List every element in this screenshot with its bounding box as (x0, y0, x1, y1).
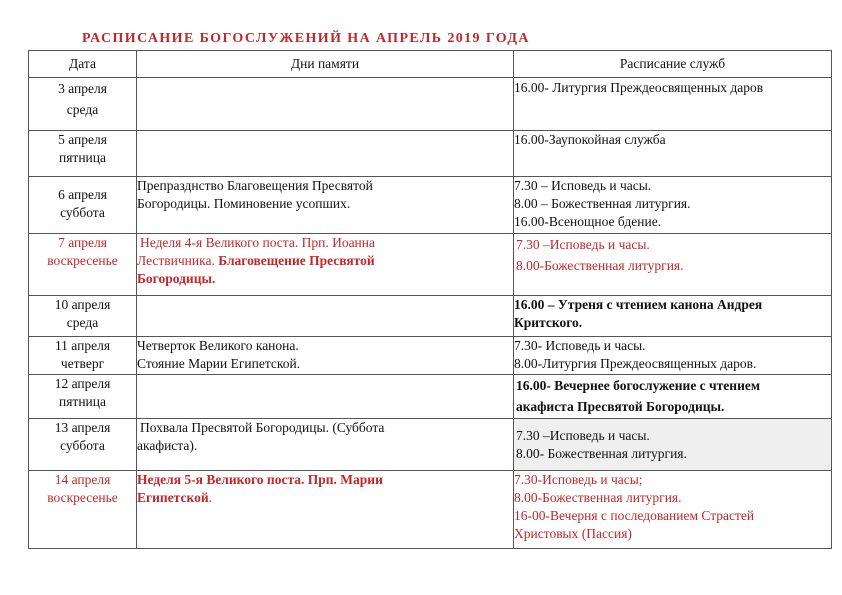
service-line: 16.00-Всенощное бдение. (514, 214, 662, 229)
memory-line: Неделя 4-я Великого поста. Прп. Иоанна (140, 235, 375, 250)
date-cell (29, 177, 137, 234)
table-row (29, 234, 832, 296)
table-row (29, 419, 832, 471)
table-row (29, 177, 832, 234)
date-cell (29, 375, 137, 419)
memory-line: Четверток Великого канона. (137, 338, 299, 353)
memory-text: . (208, 490, 212, 505)
date-weekday: среда (66, 102, 99, 117)
memory-cell (137, 419, 514, 471)
service-line: 7.30 – Исповедь и часы. (514, 178, 652, 193)
memory-line (137, 489, 513, 507)
service-line: 7.30- Исповедь и часы. (514, 338, 646, 353)
service-cell (514, 177, 832, 234)
service-cell (514, 234, 832, 296)
memory-line (137, 252, 513, 270)
date-day: 6 апреля (58, 187, 107, 202)
service-cell (514, 375, 832, 419)
service-line: 7.30 –Исповедь и часы. (516, 428, 650, 443)
table-row (29, 131, 832, 177)
memory-line: Стояние Марии Египетской. (137, 356, 301, 371)
date-cell (29, 78, 137, 131)
memory-text: Лествичника. (137, 253, 219, 268)
date-cell (29, 296, 137, 337)
service-line: Христовых (Пассия) (514, 526, 632, 541)
page-title: РАСПИСАНИЕ БОГОСЛУЖЕНИЙ НА АПРЕЛЬ 2019 ГОДА (82, 31, 530, 46)
service-line: 16.00 – Утреня с чтением канона Андрея (514, 297, 763, 312)
service-cell (514, 471, 832, 549)
date-weekday: пятница (59, 150, 106, 165)
date-weekday: четверг (60, 356, 105, 371)
service-line: 8.00 – Божественная литургия. (514, 196, 691, 211)
date-day: 3 апреля (58, 81, 107, 96)
service-line: акафиста Пресвятой Богородицы. (516, 399, 725, 414)
date-day: 14 апреля (54, 472, 111, 487)
memory-cell (137, 375, 514, 419)
memory-cell (137, 78, 514, 131)
service-cell (514, 131, 832, 177)
date-cell (29, 234, 137, 296)
table-row (29, 471, 832, 549)
memory-feast-text: Богородицы. (137, 271, 216, 286)
date-cell (29, 471, 137, 549)
date-day: 12 апреля (54, 376, 111, 391)
date-day: 13 апреля (54, 420, 111, 435)
date-cell (29, 131, 137, 177)
service-line: 8.00-Литургия Преждеосвященных даров. (514, 356, 757, 371)
memory-feast-text: Египетской (137, 490, 209, 505)
date-weekday: воскресенье (47, 490, 118, 505)
service-line: 7.30 –Исповедь и часы. (516, 237, 650, 252)
memory-cell (137, 234, 514, 296)
service-cell (514, 296, 832, 337)
date-weekday: среда (66, 315, 99, 330)
date-day: 11 апреля (54, 338, 111, 353)
date-weekday: суббота (60, 205, 105, 220)
service-line: 7.30-Исповедь и часы; (514, 472, 643, 487)
service-line: 16.00- Литургия Преждеосвященных даров (514, 80, 764, 95)
table-row (29, 296, 832, 337)
service-line: 16.00- Вечернее богослужение с чтением (516, 378, 761, 393)
header-memory-days: Дни памяти (137, 51, 514, 78)
date-cell (29, 419, 137, 471)
memory-line: Похвала Пресвятой Богородицы. (Суббота (140, 420, 385, 435)
service-line: 16-00-Вечерня с последованием Страстей (514, 508, 755, 523)
memory-cell (137, 296, 514, 337)
service-cell (514, 78, 832, 131)
service-line: 8.00-Божественная литургия. (516, 258, 684, 273)
table-row (29, 375, 832, 419)
memory-feast-text: Благовещение Пресвятой (218, 253, 375, 268)
memory-cell (137, 131, 514, 177)
memory-cell (137, 337, 514, 375)
date-day: 10 апреля (54, 297, 111, 312)
memory-cell (137, 471, 514, 549)
service-line: 8.00-Божественная литургия. (514, 490, 682, 505)
date-cell (29, 337, 137, 375)
date-day: 5 апреля (58, 132, 107, 147)
header-date: Дата (29, 51, 137, 78)
service-line: 16.00-Заупокойная служба (514, 132, 666, 147)
memory-cell (137, 177, 514, 234)
memory-feast-text: Неделя 5-я Великого поста. Прп. Марии (137, 472, 383, 487)
date-weekday: воскресенье (47, 253, 118, 268)
header-services: Расписание служб (514, 51, 832, 78)
header-row (29, 51, 832, 78)
service-line: 8.00- Божественная литургия. (516, 446, 687, 461)
service-cell (514, 337, 832, 375)
memory-line: Препразднство Благовещения Пресвятой (137, 178, 373, 193)
schedule-table (28, 50, 832, 549)
service-cell (514, 419, 832, 471)
date-weekday: пятница (59, 394, 106, 409)
table-row (29, 78, 832, 131)
memory-line: акафиста). (137, 438, 198, 453)
memory-line: Богородицы. Поминовение усопших. (137, 196, 351, 211)
date-day: 7 апреля (58, 235, 107, 250)
service-line: Критского. (514, 315, 583, 330)
table-row (29, 337, 832, 375)
date-weekday: суббота (60, 438, 105, 453)
